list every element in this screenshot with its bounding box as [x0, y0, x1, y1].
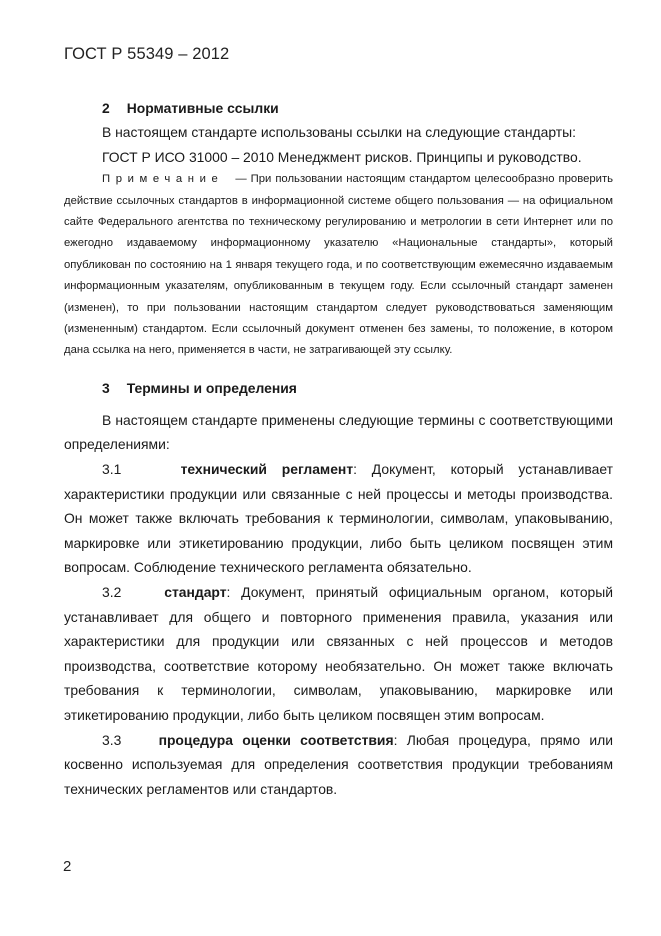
note-label: Примечание [102, 173, 224, 186]
document-code-header: ГОСТ Р 55349 – 2012 [64, 45, 230, 63]
section-2-heading [64, 96, 613, 120]
section-3-heading [64, 376, 613, 400]
term-3-2 [64, 580, 613, 728]
section-2-intro: В настоящем стандарте использованы ссылки на следующие стандарты: [102, 124, 576, 140]
section-3-number: 3 [102, 379, 110, 396]
term-name: процедура оценки соответствия [158, 731, 394, 748]
term-definition: : Любая процедура, прямо или косвенно используемая для определения соответствия продукции требованиям технических регламентов или стандартов. [64, 731, 613, 797]
term-name: стандарт [164, 584, 227, 600]
term-3-1 [64, 457, 613, 580]
page-number: 2 [63, 858, 72, 875]
normative-reference: ГОСТ Р ИСО 31000 – 2010 Менеджмент рисков. Принципы и руководство. [102, 148, 582, 165]
term-number: 3.1 [102, 461, 122, 478]
page-content [64, 96, 613, 801]
section-2-number: 2 [102, 100, 110, 116]
term-3-3 [64, 728, 613, 802]
term-name: технический регламент [180, 461, 354, 478]
term-number: 3.3 [102, 731, 122, 748]
section-3-title: Термины и определения [126, 379, 297, 396]
section-2-title: Нормативные ссылки [126, 100, 279, 116]
note-text: — При пользовании настоящим стандартом целесообразно проверить действие ссылочных стандартов в информационной системе общего пользования — на официальном сайте Федерального агентства по техническому регулированию и метрологии в сети Интернет или по ежегодно издаваемому информационному указателю «Национальные стандарты», который опубликован по состоянию на 1 января текущего года, и по соответствующим ежемесячно издаваемым информационным указателям, опубликованным в текущем году. Если ссылочный стандарт заменен (изменен), то при пользовании настоящим стандартом следует руководствоваться заменяющим (измененным) стандартом. Если ссылочный документ отменен без замены, то положение, в котором дана ссылка на него, применяется в части, не затрагивающей эту ссылку. [64, 173, 613, 357]
section-3-intro: В настоящем стандарте применены следующие термины с соответствующими определениями: [64, 411, 613, 453]
term-definition: : Документ, принятый официальным органом, который устанавливает для общего и повторного применения правила, указания или характеристики для продукции или связанных с ней процессов и методов производства, соответствие которому необязательно. Он может также включать требования к терминологии, символам, упаковыванию, маркировке или этикетированию продукции, либо быть целиком посвящен этим вопросам. [64, 584, 614, 723]
term-definition: : Документ, который устанавливает характеристики продукции или связанные с ней процессы и методы производства. Он может также включать требования к терминологии, символам, упаковыванию, маркировке или этикетированию продукции, либо быть целиком посвящен этим вопросам. Соблюдение технического регламента обязательно. [64, 461, 613, 576]
term-number: 3.2 [102, 584, 122, 600]
note-paragraph [64, 169, 613, 362]
